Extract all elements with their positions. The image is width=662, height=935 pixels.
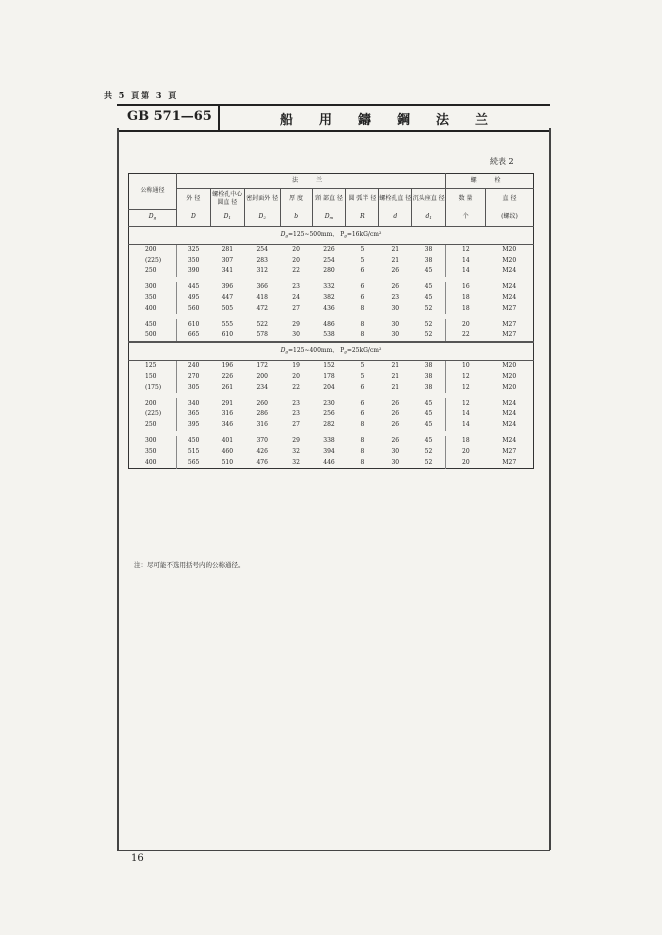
table-cell: M27 — [502, 458, 517, 466]
table-cell: 250 — [145, 421, 157, 429]
col-header: 直 径 — [486, 189, 534, 210]
table-cell: 6 — [360, 294, 365, 302]
col-header: 沉头座直 径 — [412, 189, 446, 210]
table-cell: 401 — [221, 437, 234, 445]
table-cell: M24 — [502, 267, 517, 275]
table-cell: 52 — [424, 458, 433, 466]
group-header-bolt: 螺 栓 — [446, 174, 534, 189]
table-cell: 5 — [360, 256, 365, 264]
page-count: 共 5 頁第 3 頁 — [104, 90, 179, 100]
table-cell: 394 — [323, 447, 335, 455]
table-cell: 476 — [256, 458, 268, 466]
document-header — [117, 104, 550, 132]
frame-bottom-rule — [117, 850, 550, 851]
table-cell: 8 — [360, 447, 365, 455]
table-cell: 30 — [391, 304, 400, 312]
table-cell: 316 — [221, 410, 234, 418]
table-cell: 6 — [360, 399, 365, 407]
table-cell: 505 — [221, 304, 234, 312]
table-cell: 341 — [221, 267, 234, 275]
table-row — [129, 244, 534, 255]
table-cell: 38 — [424, 383, 433, 391]
table-cell: 27 — [292, 421, 300, 429]
table-cell: M24 — [502, 410, 517, 418]
table-cell: 24 — [292, 294, 300, 302]
table-cell: 472 — [256, 304, 268, 312]
table-cell: M24 — [502, 283, 517, 291]
table-cell: 610 — [221, 331, 234, 339]
header-divider — [218, 106, 220, 130]
table-cell: 196 — [221, 362, 234, 370]
section-condition: $D_g=125\sim 400mm$、 $P_g=25kG$/cm² — [129, 342, 534, 361]
table-cell: 291 — [221, 399, 234, 407]
table-cell: M20 — [502, 245, 517, 253]
table-row — [129, 372, 534, 383]
table-cell: 395 — [176, 420, 210, 431]
symbol: $d_1$ — [412, 209, 446, 226]
symbol: $D_m$ — [312, 209, 346, 226]
table-cell: 8 — [360, 320, 365, 328]
table-cell: 21 — [391, 245, 400, 253]
col-header: 密封面外 径 — [244, 189, 280, 210]
table-cell: 20 — [292, 373, 300, 381]
table-cell: 26 — [391, 267, 400, 275]
table-cell: 30 — [391, 320, 400, 328]
table-cell: 446 — [323, 458, 335, 466]
table-cell: 346 — [221, 421, 234, 429]
table-cell: 45 — [424, 421, 433, 429]
table-cell: 226 — [221, 373, 234, 381]
table-cell: 282 — [323, 421, 335, 429]
table-cell: 370 — [256, 437, 268, 445]
table-cell: 6 — [360, 267, 365, 275]
table-cell: 20 — [446, 457, 486, 468]
table-cell: 270 — [176, 372, 210, 383]
table-cell: 18 — [446, 293, 486, 304]
table-cell: 52 — [424, 447, 433, 455]
table-cell: 29 — [292, 437, 300, 445]
table-cell: 436 — [323, 304, 335, 312]
table-cell: 578 — [256, 331, 268, 339]
table-cell: 254 — [323, 256, 335, 264]
table-cell: 538 — [323, 331, 335, 339]
table-cell: 230 — [323, 399, 335, 407]
table-cell: M24 — [502, 399, 517, 407]
table-cell: (225) — [145, 256, 162, 264]
table-row — [129, 303, 534, 314]
frame-left-rule — [117, 128, 119, 850]
table-cell: M27 — [502, 331, 517, 339]
table-cell: 286 — [256, 410, 268, 418]
table-cell: 22 — [292, 267, 300, 275]
table-cell: 5 — [360, 245, 365, 253]
table-cell: 450 — [176, 436, 210, 447]
table-cell: 18 — [446, 436, 486, 447]
table-cell: 5 — [360, 373, 365, 381]
table-cell: M20 — [502, 383, 517, 391]
table-cell: 45 — [424, 294, 433, 302]
table-cell: 447 — [221, 294, 234, 302]
symbol: d — [379, 209, 412, 226]
table-cell: 396 — [221, 283, 234, 291]
table-cell: 10 — [446, 360, 486, 371]
table-cell: 400 — [145, 458, 157, 466]
continuation-label: 続表 2 — [490, 157, 514, 166]
table-cell: 26 — [391, 437, 400, 445]
table-cell: 204 — [323, 383, 335, 391]
table-cell: 300 — [145, 437, 157, 445]
table-cell: 21 — [391, 256, 400, 264]
symbol: $D_2$ — [244, 209, 280, 226]
table-cell: 5 — [360, 362, 365, 370]
symbol: b — [280, 209, 312, 226]
table-cell: 19 — [292, 362, 300, 370]
table-cell: 665 — [176, 330, 210, 342]
table-cell: 254 — [256, 245, 268, 253]
table-cell: 450 — [145, 320, 157, 328]
table-row — [129, 409, 534, 420]
table-cell: 445 — [176, 282, 210, 293]
table-cell: 45 — [424, 437, 433, 445]
table-cell: 18 — [446, 303, 486, 314]
table-row — [129, 255, 534, 266]
page-number: 16 — [131, 853, 144, 864]
table-cell: 8 — [360, 437, 365, 445]
table-cell: 555 — [221, 320, 234, 328]
table-cell: 38 — [424, 256, 433, 264]
table-cell: 20 — [292, 256, 300, 264]
table-row — [129, 398, 534, 409]
col-header: 圆 弧半 径 — [346, 189, 379, 210]
symbol: R — [346, 209, 379, 226]
table-cell: 400 — [145, 304, 157, 312]
table-cell: 240 — [176, 360, 210, 371]
table-cell: 300 — [145, 283, 157, 291]
table-cell: 350 — [176, 255, 210, 266]
table-body — [129, 226, 534, 469]
table-row — [129, 382, 534, 393]
table-row — [129, 266, 534, 277]
standard-code: GB 571—65 — [127, 109, 212, 124]
table-cell: 14 — [446, 255, 486, 266]
table-row — [129, 282, 534, 293]
table-cell: 610 — [176, 319, 210, 330]
table-cell: 16 — [446, 282, 486, 293]
table-cell: 23 — [292, 410, 300, 418]
table-cell: 338 — [323, 437, 335, 445]
table-cell: 150 — [145, 373, 157, 381]
col-header: 螺栓孔中心圆直 径 — [210, 189, 244, 210]
table-cell: 565 — [176, 457, 210, 468]
table-cell: M24 — [502, 421, 517, 429]
table-cell: 390 — [176, 266, 210, 277]
table-cell: 23 — [391, 294, 400, 302]
col-header: 厚 度 — [280, 189, 312, 210]
table-cell: 22 — [446, 330, 486, 342]
table-cell: 14 — [446, 409, 486, 420]
table-row — [129, 293, 534, 304]
table-cell: 32 — [292, 458, 300, 466]
table-cell: 8 — [360, 304, 365, 312]
table-cell: 316 — [256, 421, 268, 429]
table-cell: M27 — [502, 320, 517, 328]
symbol: D — [176, 209, 210, 226]
table-row — [129, 446, 534, 457]
table-cell: 30 — [391, 331, 400, 339]
table-cell: 6 — [360, 410, 365, 418]
table-cell: 12 — [446, 398, 486, 409]
table-cell: 350 — [145, 447, 157, 455]
table-cell: 178 — [323, 373, 335, 381]
table-cell: M24 — [502, 437, 517, 445]
table-cell: 486 — [323, 320, 335, 328]
table-row — [129, 330, 534, 342]
table-cell: 14 — [446, 420, 486, 431]
table-cell: 325 — [176, 244, 210, 255]
table-cell: 21 — [391, 362, 400, 370]
table-cell: M20 — [502, 373, 517, 381]
table-cell: 45 — [424, 399, 433, 407]
table-cell: 20 — [292, 245, 300, 253]
table-cell: 21 — [391, 383, 400, 391]
table-cell: 283 — [256, 256, 268, 264]
table-cell: 26 — [391, 399, 400, 407]
col-header: 頸 部直 径 — [312, 189, 346, 210]
table-cell: 14 — [446, 266, 486, 277]
table-cell: 26 — [391, 283, 400, 291]
table-cell: 8 — [360, 458, 365, 466]
table-cell: 30 — [391, 458, 400, 466]
table-cell: 350 — [145, 294, 157, 302]
table-cell: 12 — [446, 372, 486, 383]
table-cell: 26 — [391, 410, 400, 418]
table-cell: 38 — [424, 245, 433, 253]
table-cell: 200 — [145, 245, 157, 253]
table-cell: 522 — [256, 320, 268, 328]
table-cell: 6 — [360, 283, 365, 291]
table-cell: 6 — [360, 383, 365, 391]
col-header: 螺栓孔直 径 — [379, 189, 412, 210]
table-cell: 45 — [424, 283, 433, 291]
symbol: (螺纹) — [486, 209, 534, 226]
table-cell: 38 — [424, 373, 433, 381]
frame-right-rule — [549, 128, 551, 850]
table-cell: M27 — [502, 447, 517, 455]
table-cell: 495 — [176, 293, 210, 304]
table-cell: 52 — [424, 304, 433, 312]
flange-dimension-table — [128, 173, 534, 469]
table-row — [129, 436, 534, 447]
table-row — [129, 319, 534, 330]
symbol: $D_1$ — [210, 209, 244, 226]
table-cell: 234 — [256, 383, 268, 391]
table-cell: 500 — [145, 331, 157, 339]
table-cell: 20 — [446, 446, 486, 457]
table-cell: 226 — [323, 245, 335, 253]
table-cell: 8 — [360, 331, 365, 339]
table-cell: 172 — [256, 362, 268, 370]
table-cell: 261 — [221, 383, 234, 391]
table-cell: 560 — [176, 303, 210, 314]
table-cell: 426 — [256, 447, 268, 455]
table-cell: 280 — [323, 267, 335, 275]
table-cell: 307 — [221, 256, 234, 264]
table-cell: 30 — [292, 331, 300, 339]
table-cell: M27 — [502, 304, 517, 312]
table-cell: 23 — [292, 283, 300, 291]
table-cell: 32 — [292, 447, 300, 455]
section-condition: $D_g=125\sim 500mm$、 $P_g=16kG$/cm² — [129, 226, 534, 244]
col-header: 外 径 — [176, 189, 210, 210]
table-cell: 21 — [391, 373, 400, 381]
table-cell: 22 — [292, 383, 300, 391]
table-cell: 52 — [424, 331, 433, 339]
table-cell: 365 — [176, 409, 210, 420]
table-cell: 26 — [391, 421, 400, 429]
table-cell: 312 — [256, 267, 268, 275]
table-cell: 125 — [145, 362, 157, 370]
table-cell: 12 — [446, 244, 486, 255]
footnote: 注：尽可能不选用括号内的公称通径。 — [134, 561, 245, 569]
table-cell: 27 — [292, 304, 300, 312]
table-cell: 256 — [323, 410, 335, 418]
table-cell: 20 — [446, 319, 486, 330]
table-cell: 52 — [424, 320, 433, 328]
table-cell: 38 — [424, 362, 433, 370]
table-cell: (225) — [145, 410, 162, 418]
table-cell: 8 — [360, 421, 365, 429]
col-header-nominal: 公称通径 — [129, 174, 177, 210]
table-cell: 305 — [176, 382, 210, 393]
table-cell: 418 — [256, 294, 268, 302]
table-cell: 340 — [176, 398, 210, 409]
table-row — [129, 360, 534, 371]
table-cell: 460 — [221, 447, 234, 455]
table-cell: (175) — [145, 383, 162, 391]
table-cell: 260 — [256, 399, 268, 407]
table-cell: 366 — [256, 283, 268, 291]
table-cell: 29 — [292, 320, 300, 328]
table-cell: 515 — [176, 446, 210, 457]
group-header-flange: 法 兰 — [176, 174, 445, 189]
table-cell: 152 — [323, 362, 335, 370]
document-title: 船用鑄鋼法兰 — [279, 113, 514, 128]
table-row — [129, 457, 534, 468]
table-row — [129, 420, 534, 431]
table-cell: 200 — [256, 373, 268, 381]
table-cell: 45 — [424, 410, 433, 418]
table-cell: M20 — [502, 362, 517, 370]
table-cell: 30 — [391, 447, 400, 455]
table-cell: 281 — [221, 245, 234, 253]
table-cell: 45 — [424, 267, 433, 275]
table-cell: 250 — [145, 267, 157, 275]
table-cell: 200 — [145, 399, 157, 407]
table-cell: 12 — [446, 382, 486, 393]
symbol: 个 — [446, 209, 486, 226]
symbol-nominal: $D_g$ — [148, 213, 157, 220]
table-cell: M20 — [502, 256, 517, 264]
table-cell: 23 — [292, 399, 300, 407]
table-cell: M24 — [502, 294, 517, 302]
table-cell: 332 — [323, 283, 335, 291]
col-header: 数 量 — [446, 189, 486, 210]
table-cell: 510 — [221, 458, 234, 466]
table-cell: 382 — [323, 294, 335, 302]
